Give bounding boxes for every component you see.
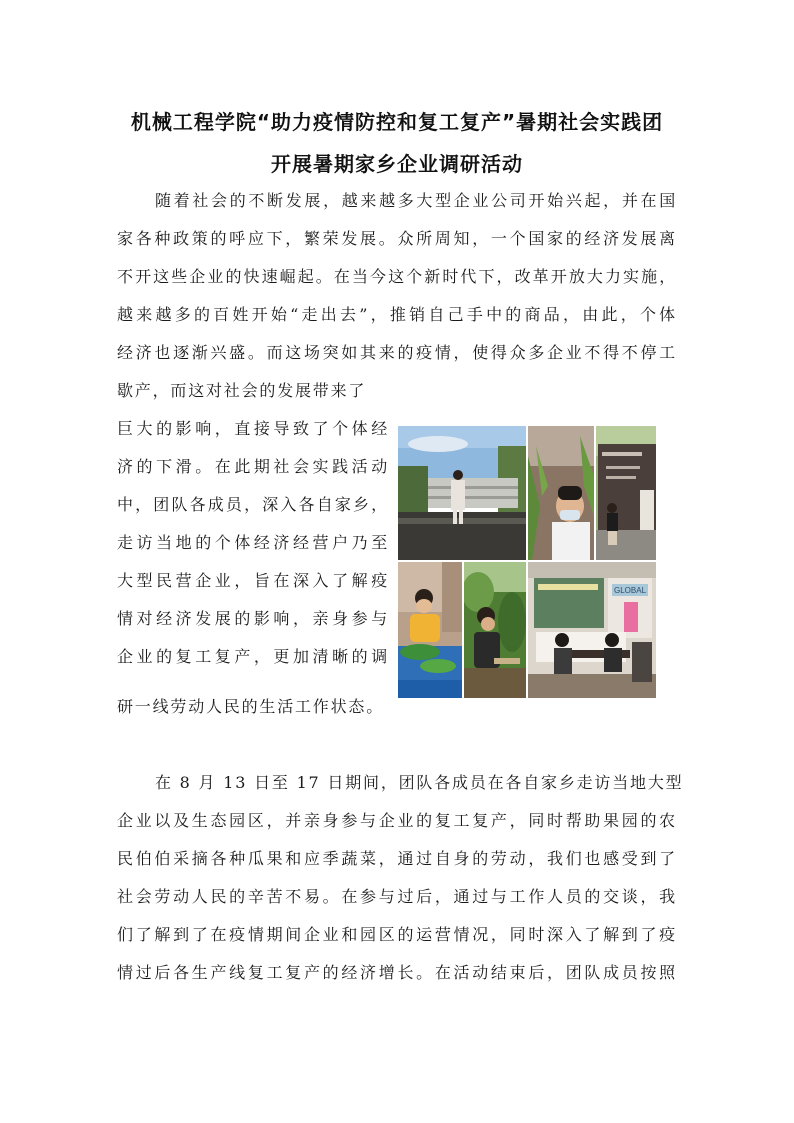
- text-line: 巨大的影响，直接导致了个体经: [117, 419, 389, 438]
- page-subtitle: 开展暑期家乡企业调研活动: [271, 152, 523, 176]
- shop-sign-text: GLOBAL: [614, 586, 647, 595]
- text-line: 情对经济发展的影响，亲身参与: [117, 609, 389, 628]
- text-line: 济的下滑。在此期社会实践活动: [117, 457, 389, 476]
- photo-company-gate: [596, 426, 656, 560]
- text-line: 情过后各生产线复工复产的经济增长。在活动结束后，团队成员按照: [117, 963, 677, 982]
- text-line: 研一线劳动人民的生活工作状态。: [117, 697, 385, 716]
- photo-cornfield-man: [528, 426, 594, 560]
- photo-pallet-yard: [398, 426, 526, 560]
- text-line: 企业的复工复产，更加清晰的调: [117, 647, 389, 666]
- text-line: 不开这些企业的快速崛起。在当今这个新时代下，改革开放大力实施，: [117, 267, 677, 286]
- page-title: 机械工程学院“助力疫情防控和复工复产”暑期社会实践团: [130, 110, 664, 134]
- text-line: 家各种政策的呼应下，繁荣发展。众所周知，一个国家的经济发展离: [117, 229, 677, 248]
- photo-shop-interview: [528, 562, 656, 698]
- text-line: 民伯伯采摘各种瓜果和应季蔬菜，通过自身的劳动，我们也感受到了: [117, 849, 677, 868]
- text-line: 们了解到了在疫情期间企业和园区的运营情况，同时深入了解到了疫: [117, 925, 677, 944]
- text-line: 社会劳动人民的辛苦不易。在参与过后，通过与工作人员的交谈，我: [117, 887, 677, 906]
- text-line: 中，团队各成员，深入各自家乡，: [117, 495, 389, 514]
- text-line: 经济也逐渐兴盛。而这场突如其来的疫情，使得众多企业不得不停工: [117, 343, 677, 362]
- text-line: 歇产，而这对社会的发展带来了: [117, 381, 367, 400]
- text-line: 越来越多的百姓开始“走出去”，推销自己手中的商品，由此，个体: [117, 305, 677, 324]
- photo-produce-sorting: [398, 562, 462, 698]
- photo-orchard-picking: [464, 562, 526, 698]
- text-line: 走访当地的个体经济经营户乃至: [117, 533, 389, 552]
- text-line: 在 8 月 13 日至 17 日期间，团队各成员在各自家乡走访当地大型: [155, 773, 684, 792]
- text-line: 随着社会的不断发展，越来越多大型企业公司开始兴起，并在国: [155, 191, 677, 210]
- text-line: 大型民营企业，旨在深入了解疫: [117, 571, 389, 590]
- text-line: 企业以及生态园区，并亲身参与企业的复工复产，同时帮助果园的农: [117, 811, 677, 830]
